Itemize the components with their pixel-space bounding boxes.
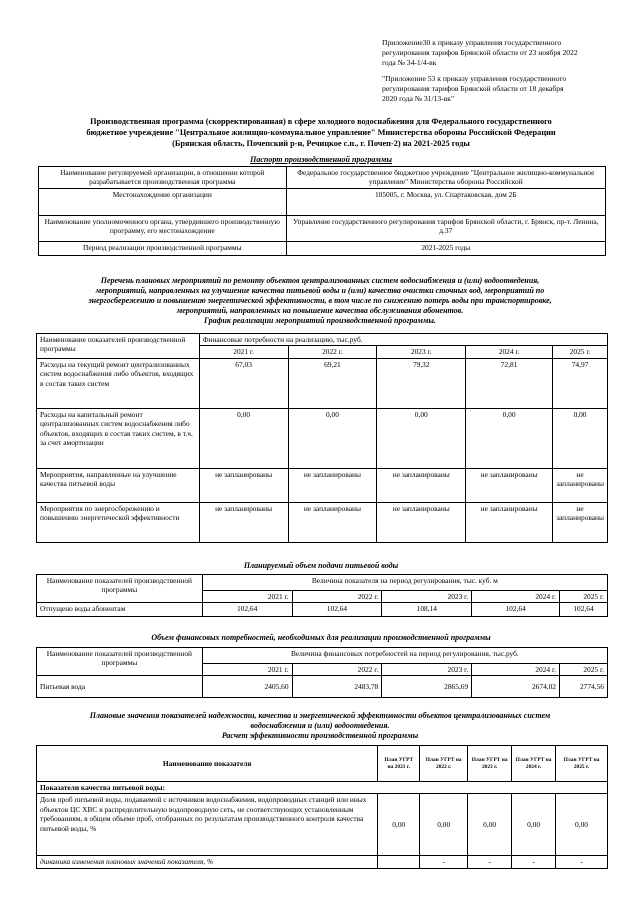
dynamics-row — [37, 856, 608, 868]
passport-value: Управление государственного регулирования тарифов Брянской области, г. Брянск, пр-т. Ленина, д.37 — [286, 216, 605, 242]
reliability-row — [37, 794, 608, 856]
year-cell: 2025 г. — [560, 591, 608, 603]
measures-row — [37, 468, 608, 502]
finance-value: 2865,69 — [382, 676, 472, 698]
supply-value: 102,64 — [472, 603, 560, 617]
supply-header-row — [37, 575, 608, 591]
passport-row — [39, 189, 606, 216]
year-cell: 2022 г. — [288, 346, 377, 358]
finance-value: 2774,56 — [560, 676, 608, 698]
measures-value: 69,21 — [288, 358, 377, 408]
measures-value: не запланированы — [288, 468, 377, 502]
appendix-note — [382, 38, 622, 68]
finance-value: 2674,02 — [472, 676, 560, 698]
measures-row-label: Мероприятия, направленные на улучшение качества питьевой воды — [37, 468, 200, 502]
quoted-appendix-note — [382, 74, 622, 104]
passport-label: Наименование уполномоченного органа, утвердившего производственную программу, его местонахождение — [39, 216, 287, 242]
year-cell: 2023 г. — [382, 664, 472, 676]
dynamics-value: - — [512, 856, 556, 868]
measures-value: не запланированы — [377, 468, 466, 502]
year-cell: 2022 г. — [292, 664, 382, 676]
measures-intro-line: мероприятий, направленных на повышение качества обслуживания абонентов. — [176, 306, 464, 315]
measures-value: 74,97 — [553, 358, 608, 408]
calc-title: Расчет эффективности производственной программы — [221, 731, 419, 740]
measures-value: не запланированы — [199, 468, 288, 502]
supply-table — [36, 574, 608, 617]
year-cell: 2021 г. — [202, 591, 292, 603]
measures-value: 72,81 — [466, 358, 553, 408]
supply-value: 102,64 — [560, 603, 608, 617]
measures-value: не запланированы — [553, 502, 608, 542]
supply-value: 108,14 — [382, 603, 472, 617]
plan-header: План УГРТ на 2024 г. — [512, 746, 556, 782]
year-cell: 2021 г. — [202, 664, 292, 676]
measures-intro-line: Перечень плановых мероприятий по ремонту объектов централизованных систем водоснабжения и (или) водоотведения, — [100, 276, 540, 285]
reliability-title-line: водоснабжения и (или) водоотведения. — [250, 721, 390, 730]
passport-value: 105005, г. Москва, ул. Спартаковская, дом 2Б — [286, 189, 605, 216]
measures-intro-line: энергосбережению и повышению энергетической эффективности, в том числе по снижению потерь воды при транспортировке, — [88, 296, 552, 305]
dynamics-value: - — [420, 856, 468, 868]
reliability-value: 0,00 — [420, 794, 468, 856]
finance-value: 2405,60 — [202, 676, 292, 698]
finance-value: 2483,78 — [292, 676, 382, 698]
measures-row — [37, 502, 608, 542]
measures-value: не запланированы — [199, 502, 288, 542]
measures-value: 0,00 — [466, 408, 553, 468]
passport-row — [39, 167, 606, 189]
finance-row — [37, 676, 608, 698]
measures-fin-header: Финансовые потребности на реализацию, тыс.руб. — [199, 334, 607, 346]
passport-title: Паспорт производственной программы — [250, 155, 392, 164]
finance-value-header: Величина финансовых потребностей на период регулирования, тыс.руб. — [202, 648, 607, 664]
finance-table — [36, 647, 608, 698]
reliability-value: 0,00 — [512, 794, 556, 856]
year-cell: 2024 г. — [472, 591, 560, 603]
reliability-group-row — [37, 782, 608, 794]
dynamics-label: динамика изменения плановых значений показателя, % — [37, 856, 378, 868]
appendix-line: года № 34-1/4-вк — [382, 58, 437, 67]
schedule-title: График реализации мероприятий производственной программы. — [204, 316, 436, 325]
measures-row-label: Расходы на текущий ремонт централизованных систем водоснабжения либо объектов, входящих в состав таких систем — [37, 358, 200, 408]
supply-row-label: Отпущено воды абонентам — [37, 603, 203, 617]
reliability-col-header: Наименование показателя — [37, 746, 378, 782]
year-cell: 2021 г. — [199, 346, 288, 358]
measures-header-row — [37, 334, 608, 346]
plan-header: План УГРТ на 2022 г. — [420, 746, 468, 782]
reliability-value: 0,00 — [556, 794, 608, 856]
reliability-group-label: Показатели качества питьевой воды: — [37, 782, 608, 794]
year-cell: 2024 г. — [472, 664, 560, 676]
measures-value: 0,00 — [377, 408, 466, 468]
reliability-title — [20, 711, 620, 741]
passport-label: Наименование регулируемой организации, в отношении которой разрабатывается производственная программа — [39, 167, 287, 189]
supply-title: Планируемый объем подачи питьевой воды — [243, 561, 399, 570]
passport-label: Местонахождение организации — [39, 189, 287, 216]
measures-value: не запланированы — [553, 468, 608, 502]
quote-line: "Приложение 53 к приказу управления государственного — [382, 74, 567, 83]
dynamics-value — [378, 856, 420, 868]
measures-row — [37, 358, 608, 408]
main-title — [30, 116, 612, 149]
measures-row-label: Расходы на капитальный ремонт централизованных систем водоснабжения либо объектов, входящих в состав таких систем, в т.ч. за счет амортизации — [37, 408, 200, 468]
supply-value: 102,64 — [292, 603, 382, 617]
dynamics-value: - — [556, 856, 608, 868]
reliability-value: 0,00 — [468, 794, 512, 856]
passport-label: Период реализации производственной программы — [39, 242, 287, 256]
measures-value: не запланированы — [466, 502, 553, 542]
finance-title: Объем финансовых потребностей, необходимых для реализации производственной программы — [151, 633, 491, 642]
passport-value: Федеральное государственное бюджетное учреждение "Центральное жилищно-коммунальное управление" Министерства обороны Российской — [286, 167, 605, 189]
reliability-title-line: Плановые значения показателей надежности, качества и энергетической эффективности объектов централизованных систем — [89, 711, 551, 720]
year-cell: 2025 г. — [553, 346, 608, 358]
main-title-line: (Брянская область, Почепский р-н, Речицкое с.п., г. Почеп-2) на 2021-2025 годы — [172, 139, 470, 148]
year-cell: 2023 г. — [377, 346, 466, 358]
plan-header: План УГРТ на 2025 г. — [556, 746, 608, 782]
year-cell: 2023 г. — [382, 591, 472, 603]
measures-value: 0,00 — [199, 408, 288, 468]
supply-value-header: Величина показателя на период регулирования, тыс. куб. м — [202, 575, 607, 591]
quote-line: регулирования тарифов Брянской области от 18 декабря — [382, 84, 564, 93]
measures-table — [36, 333, 608, 543]
reliability-header-row — [37, 746, 608, 782]
measures-intro — [20, 276, 620, 326]
measures-value: не запланированы — [377, 502, 466, 542]
plan-header: План УГРТ на 2023 г. — [468, 746, 512, 782]
passport-value: 2021-2025 годы — [286, 242, 605, 256]
passport-row — [39, 216, 606, 242]
appendix-line: Приложение30 к приказу управления государственного — [382, 38, 562, 47]
dynamics-value: - — [468, 856, 512, 868]
main-title-line: Производственная программа (скорректированная) в сфере холодного водоснабжения для Федерального государственного — [90, 117, 552, 126]
year-cell: 2024 г. — [466, 346, 553, 358]
plan-header: План УГРТ на 2021 г. — [378, 746, 420, 782]
measures-value: 0,00 — [288, 408, 377, 468]
passport-table — [38, 166, 606, 256]
measures-value: 67,03 — [199, 358, 288, 408]
measures-value: 0,00 — [553, 408, 608, 468]
year-cell: 2025 г. — [560, 664, 608, 676]
finance-col-header: Наименование показателей производственной программы — [37, 648, 203, 676]
main-title-line: бюджетное учреждение "Центральное жилищно-коммунальное управление" Министерства обороны Российской Федерации — [86, 128, 556, 137]
reliability-table — [36, 745, 608, 869]
measures-value: не запланированы — [466, 468, 553, 502]
finance-row-label: Питьевая вода — [37, 676, 203, 698]
quote-line: 2020 года № 31/13-вк" — [382, 94, 455, 103]
appendix-line: регулирования тарифов Брянской области от 23 ноября 2022 — [382, 48, 578, 57]
measures-col-header: Наименование показателей производственной программы — [37, 334, 200, 359]
reliability-value: 0,00 — [378, 794, 420, 856]
supply-value: 102,64 — [202, 603, 292, 617]
finance-header-row — [37, 648, 608, 664]
passport-row — [39, 242, 606, 256]
supply-col-header: Наименование показателей производственной программы — [37, 575, 203, 603]
measures-row-label: Мероприятия по энергосбережению и повышению энергетической эффективности — [37, 502, 200, 542]
measures-row — [37, 408, 608, 468]
reliability-row-label: Доля проб питьевой воды, подаваемой с источников водоснабжения, водопроводных станций или иных объектов ЦС ХВС в распределительную водопроводную сеть, не соответствующих установленным требованиям, в общем объеме проб, отобранных по результатам производственного контроля качества питьевой воды, % — [37, 794, 378, 856]
supply-row — [37, 603, 608, 617]
year-cell: 2022 г. — [292, 591, 382, 603]
measures-value: не запланированы — [288, 502, 377, 542]
measures-intro-line: мероприятий, направленных на улучшение качества питьевой воды и (или) качества очистки сточных вод, мероприятий по — [95, 286, 545, 295]
measures-value: 79,32 — [377, 358, 466, 408]
